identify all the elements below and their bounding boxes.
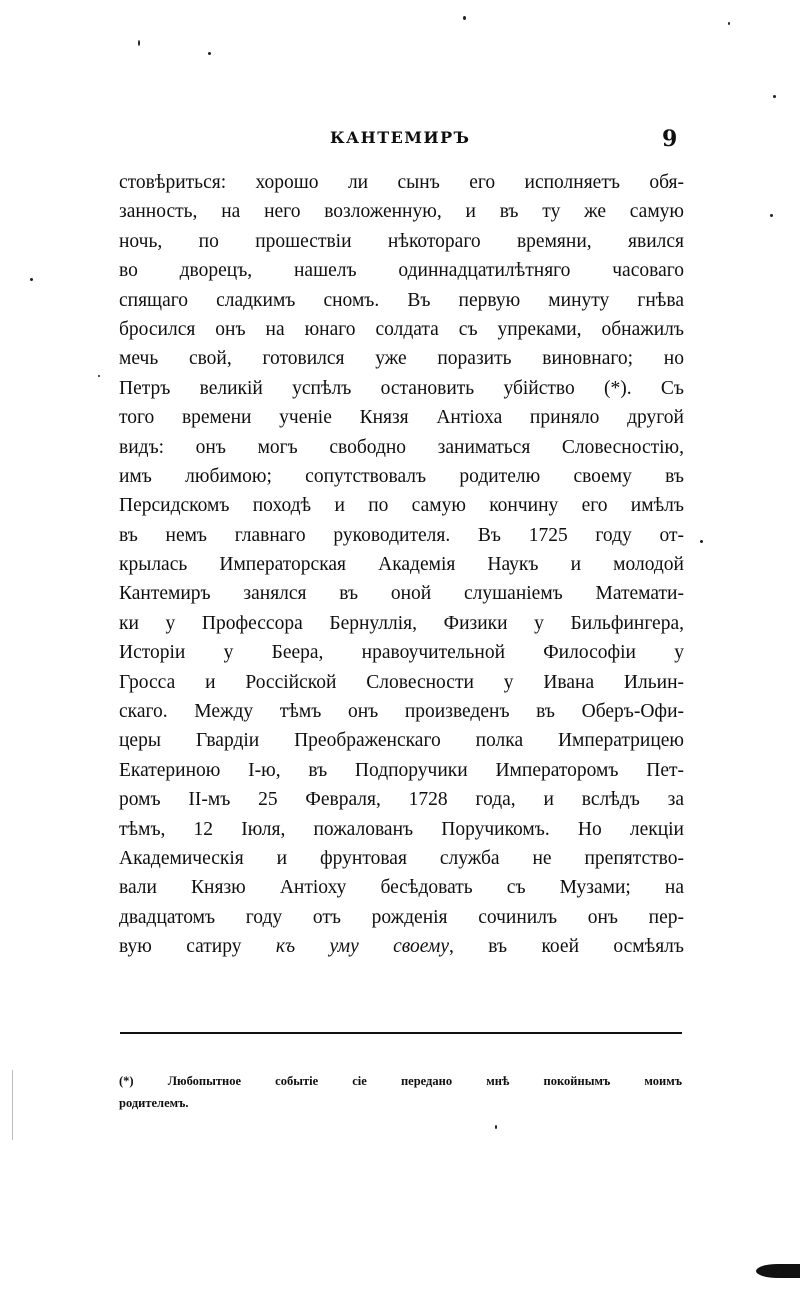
footnote-divider [120, 1032, 682, 1034]
text-line: бросился онъ на юнаго солдата съ упреками, обнажилъ [119, 318, 684, 340]
text-line: Петръ великій успѣлъ остановить убійство (*). Съ [119, 377, 684, 399]
text-line: Екатериною І-ю, въ Подпоручики Императоромъ Пет- [119, 759, 684, 781]
text-line: того времени ученіе Князя Антіоха приняло другой [119, 407, 684, 429]
text-line: имъ любимою; сопутствовалъ родителю своему въ [119, 465, 684, 487]
last-line-start: вую сатиру [119, 936, 276, 958]
text-line: Исторіи у Беера, нравоучительной Философіи у [119, 642, 684, 664]
text-line: ки у Профессора Бернуллія, Физики у Бильфингера, [119, 612, 684, 634]
text-line: въ немъ главнаго руководителя. Въ 1725 году от- [119, 524, 684, 546]
text-line: мечь свой, готовился уже поразить виновнаго; но [119, 348, 684, 370]
text-line: занность, на него возложенную, и въ ту же самую [119, 201, 684, 223]
running-title: КАНТЕМИРЪ [330, 128, 471, 147]
footnote [119, 1070, 682, 1114]
main-text [119, 168, 684, 962]
satire-title-italic: къ уму своему [275, 936, 450, 958]
text-line: скаго. Между тѣмъ онъ произведенъ въ Оберъ-Офи- [119, 701, 684, 723]
text-line: вали Князю Антіоху бесѣдовать съ Музами; на [119, 877, 684, 899]
text-line: Академическія и фрунтовая служба не препятство- [119, 847, 684, 869]
scan-speck [495, 1125, 497, 1129]
text-line: спящаго сладкимъ сномъ. Въ первую минуту гнѣва [119, 289, 684, 311]
scan-speck [463, 16, 466, 20]
scan-speck [138, 40, 140, 46]
scan-speck [208, 52, 211, 55]
page-number: 9 [662, 126, 678, 152]
scan-speck [728, 22, 730, 25]
footnote-line: родителемъ. [119, 1096, 189, 1110]
scan-edge-mark [756, 1264, 800, 1278]
last-line-end: , въ коей осмѣялъ [449, 936, 684, 958]
text-line: стовѣриться: хорошо ли сынъ его исполняетъ обя- [119, 172, 684, 193]
text-line: Гросса и Россійской Словесности у Ивана Ильин- [119, 671, 684, 693]
text-line: видъ: онъ могъ свободно заниматься Словесностію, [119, 436, 684, 458]
scan-speck [770, 214, 773, 217]
scan-speck [700, 540, 703, 543]
footnote-line: (*) Любопытное событіе сіе передано мнѣ покойнымъ моимъ [119, 1074, 682, 1088]
scan-speck [773, 95, 776, 98]
scan-speck [30, 278, 33, 281]
text-line: Персидскомъ походѣ и по самую кончину его имѣлъ [119, 495, 684, 517]
text-line: Кантемиръ занялся въ оной слушаніемъ Математи- [119, 583, 684, 605]
text-line: церы Гвардіи Преображенскаго полка Императрицею [119, 730, 684, 752]
scan-margin-line [12, 1070, 13, 1140]
text-line: во дворецъ, нашелъ одиннадцатилѣтняго часоваго [119, 260, 684, 282]
text-line: ночь, по прошествіи нѣкотораго времяни, явился [119, 230, 684, 252]
text-line: тѣмъ, 12 Іюля, пожалованъ Поручикомъ. Но лекціи [119, 818, 684, 840]
text-line-last [119, 932, 684, 961]
text-line: крылась Императорская Академія Наукъ и молодой [119, 554, 684, 576]
text-line: двадцатомъ году отъ рожденія сочинилъ онъ пер- [119, 906, 684, 928]
scan-speck [98, 375, 100, 377]
text-line: ромъ ІІ-мъ 25 Февраля, 1728 года, и вслѣдъ за [119, 789, 684, 811]
